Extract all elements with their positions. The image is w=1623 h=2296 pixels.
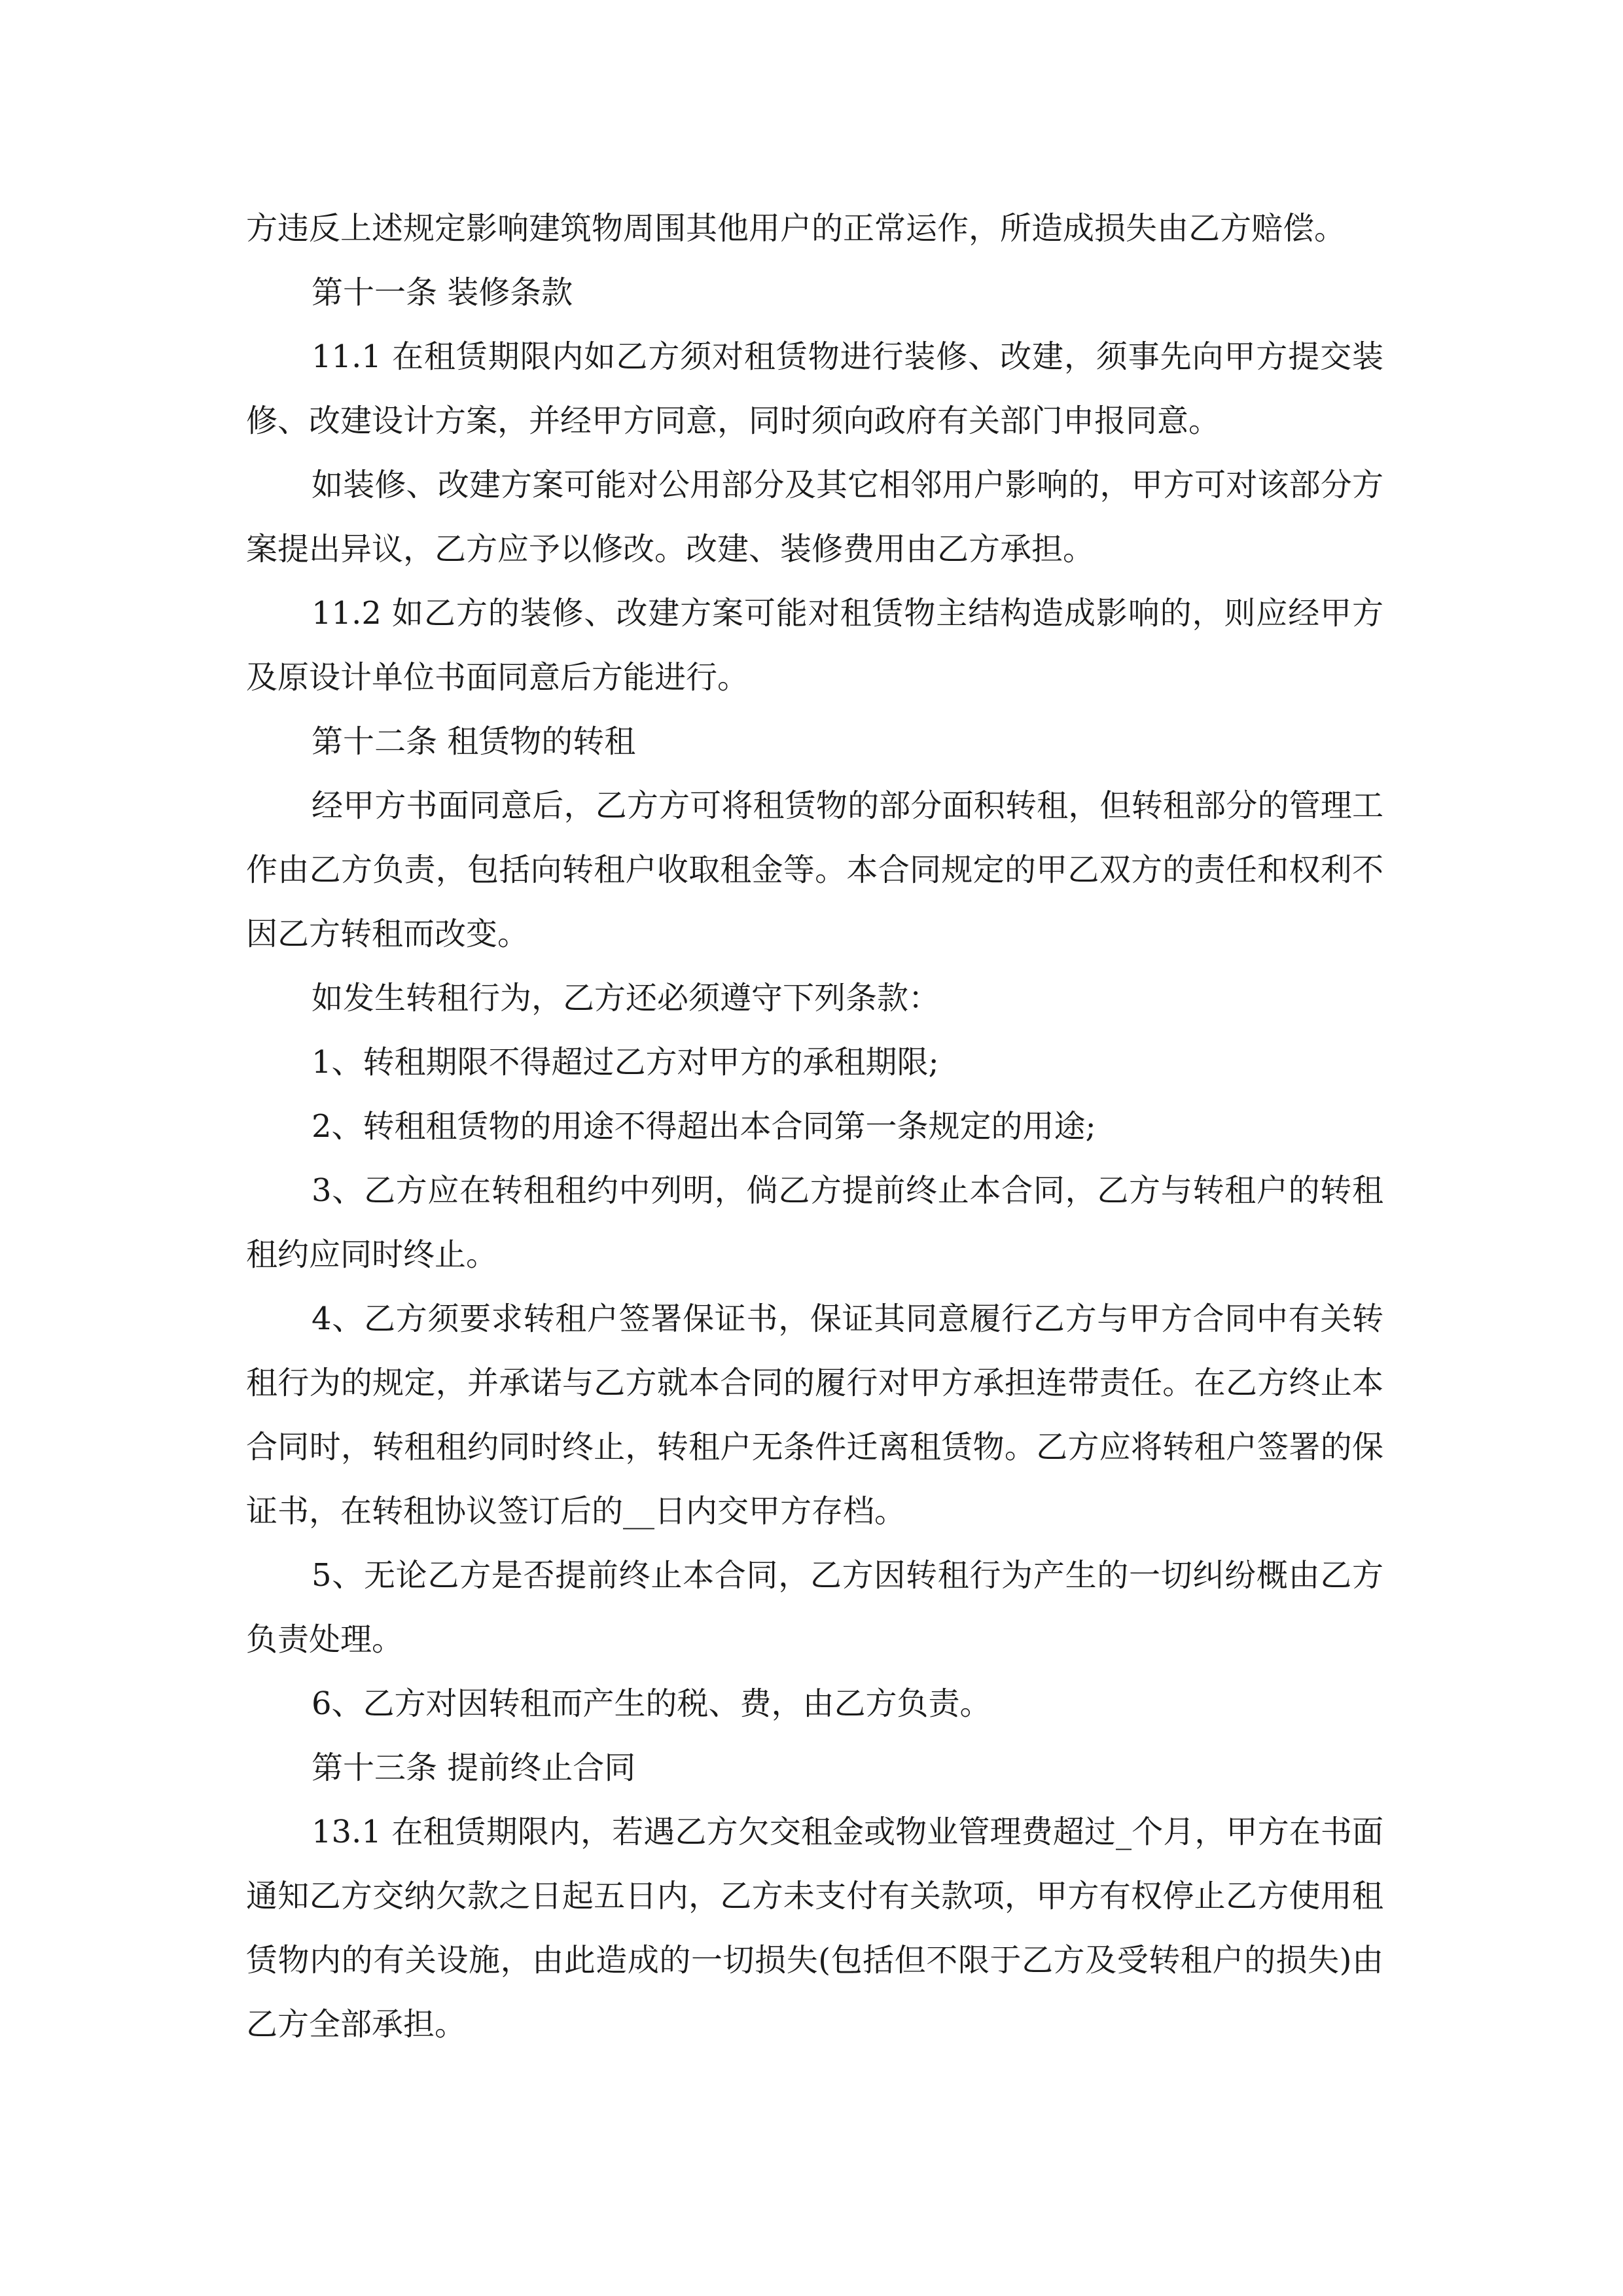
list-item: 5、无论乙方是否提前终止本合同，乙方因转租行为产生的一切纠纷概由乙方负责处理。 [246,1557,1383,1658]
clause-11-1: 11.1 在租赁期限内如乙方须对租赁物进行装修、改建，须事先向甲方提交装修、改建设计方案，并经甲方同意，同时须向政府有关部门申报同意。 [246,338,1383,439]
list-item: 3、乙方应在转租租约中列明，倘乙方提前终止本合同，乙方与转租户的转租租约应同时终止。 [246,1172,1383,1273]
paragraph-continued: 方违反上述规定影响建筑物周围其他用户的正常运作，所造成损失由乙方赔偿。 [246,210,1346,247]
paragraph: 经甲方书面同意后，乙方方可将租赁物的部分面积转租，但转租部分的管理工作由乙方负责，包括向转租户收取租金等。本合同规定的甲乙双方的责任和权利不因乙方转租而改变。 [246,787,1383,952]
article-13-heading: 第十三条 提前终止合同 [312,1749,636,1786]
list-item: 2、转租租赁物的用途不得超出本合同第一条规定的用途; [312,1108,1096,1145]
document-body [246,196,1383,2056]
paragraph: 如装修、改建方案可能对公用部分及其它相邻用户影响的，甲方可对该部分方案提出异议，乙方应予以修改。改建、装修费用由乙方承担。 [246,467,1383,567]
list-item: 1、转租期限不得超过乙方对甲方的承租期限; [312,1044,939,1081]
list-item: 6、乙方对因转租而产生的税、费，由乙方负责。 [312,1685,991,1722]
list-item: 4、乙方须要求转租户签署保证书，保证其同意履行乙方与甲方合同中有关转租行为的规定，并承诺与乙方就本合同的履行对甲方承担连带责任。在乙方终止本合同时，转租租约同时终止，转租户无条件迁离租赁物。乙方应将转租户签署的保证书，在转租协议签订后的__日内交甲方存档。 [246,1300,1383,1530]
article-11-heading: 第十一条 装修条款 [312,274,573,311]
clause-11-2: 11.2 如乙方的装修、改建方案可能对租赁物主结构造成影响的，则应经甲方及原设计单位书面同意后方能进行。 [246,595,1383,696]
article-12-heading: 第十二条 租赁物的转租 [312,723,636,760]
paragraph: 如发生转租行为，乙方还必须遵守下列条款： [312,980,940,1016]
clause-13-1: 13.1 在租赁期限内，若遇乙方欠交租金或物业管理费超过_个月，甲方在书面通知乙方交纳欠款之日起五日内，乙方未支付有关款项，甲方有权停止乙方使用租赁物内的有关设施，由此造成的一切损失(包括但不限于乙方及受转租户的损失)由乙方全部承担。 [246,1814,1383,2043]
